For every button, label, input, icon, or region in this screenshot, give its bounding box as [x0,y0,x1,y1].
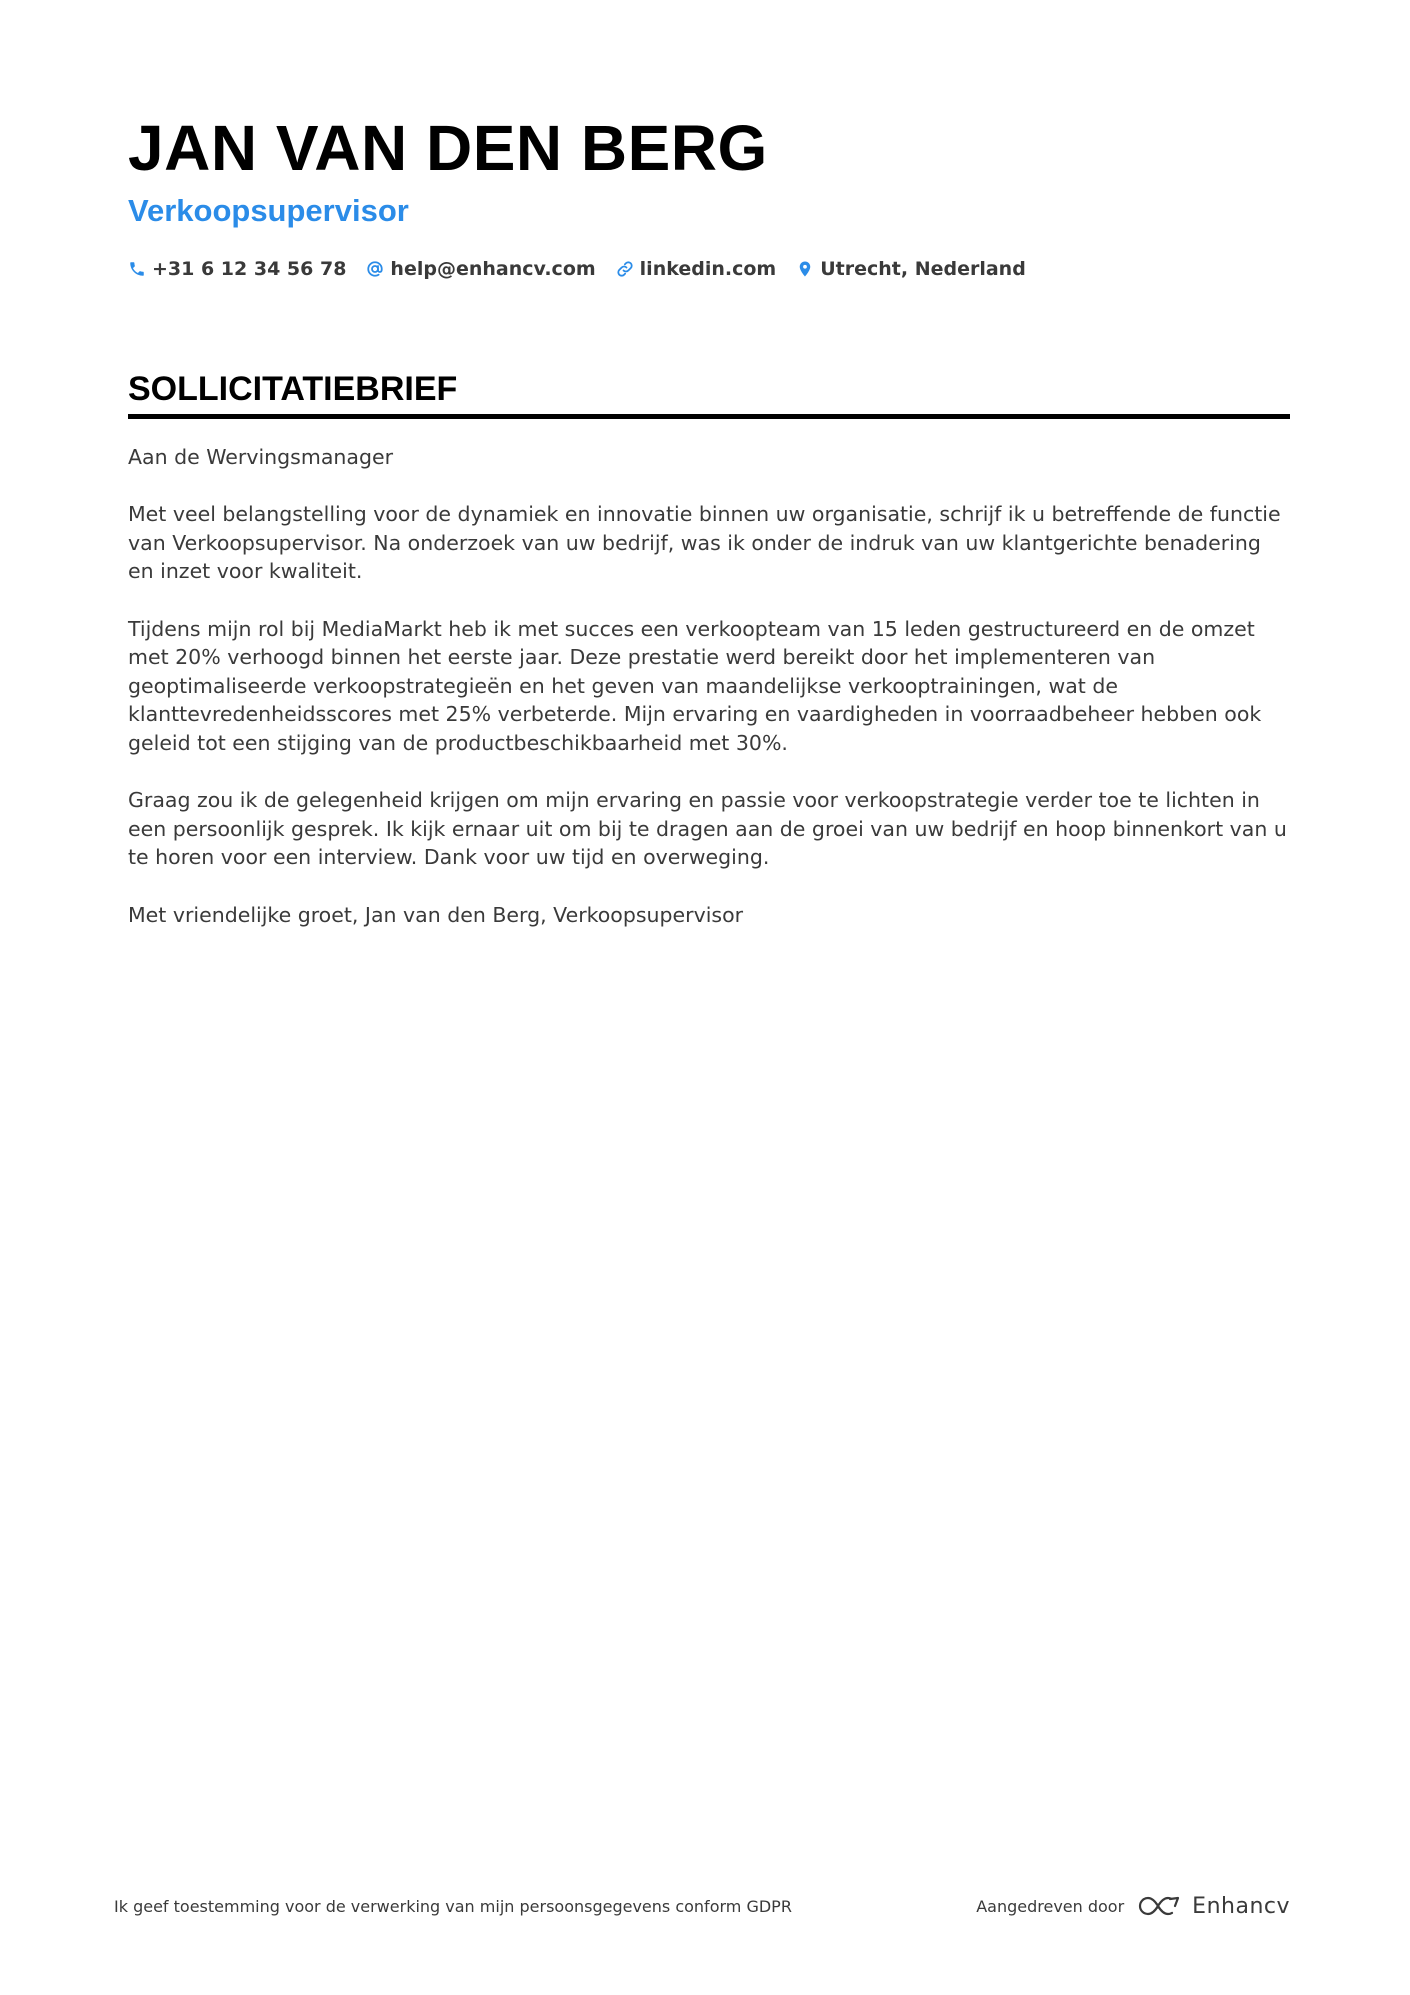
enhancv-brand-name: Enhancv [1192,1893,1290,1919]
contact-website[interactable] [616,258,777,280]
phone-icon [128,260,146,278]
enhancv-logo-icon [1136,1893,1182,1919]
candidate-title: Verkoopsupervisor [128,193,409,228]
letter-body [128,443,1290,929]
contact-location-text: Utrecht, Nederland [820,258,1026,280]
cover-letter-section [128,368,1290,958]
section-title: SOLLICITATIEBRIEF [128,370,458,408]
letter-paragraph: Met veel belangstelling voor de dynamiek en innovatie binnen uw organisatie, schrijf ik u betreffende de functie van Verkoopsupervisor. Na onderzoek van uw bedrijf, was ik onder de indruk van uw klantgerichte benadering en inzet voor kwaliteit. [128,502,1281,584]
link-icon [616,260,634,278]
candidate-name: JAN VAN DEN BERG [128,112,768,184]
contact-email-text: help@enhancv.com [390,258,596,280]
letter-salutation: Aan de Wervingsmanager [128,445,393,469]
contact-phone [128,258,346,280]
gdpr-consent-text: Ik geef toestemming voor de verwerking van mijn persoonsgegevens conform GDPR [114,1896,792,1916]
at-icon [366,260,384,278]
location-pin-icon [796,260,814,278]
section-divider [128,414,1290,419]
powered-by[interactable] [976,1893,1290,1919]
contact-bar [128,256,1288,282]
contact-location [796,258,1026,280]
contact-phone-text: +31 6 12 34 56 78 [152,258,347,280]
footer [114,1892,1290,1920]
contact-email[interactable] [366,258,595,280]
header [128,108,1288,282]
letter-closing: Met vriendelijke groet, Jan van den Berg, Verkoopsupervisor [128,902,744,927]
powered-by-label: Aangedreven door [976,1896,1125,1916]
letter-paragraph: Graag zou ik de gelegenheid krijgen om mijn ervaring en passie voor verkoopstrategie verder toe te lichten in een persoonlijk gesprek. Ik kijk ernaar uit om bij te dragen aan de groei van uw bedrijf en hoop binnenkort van u te horen voor een interview. Dank voor uw tijd en overweging. [128,788,1287,870]
contact-website-text: linkedin.com [639,258,777,280]
letter-paragraph: Tijdens mijn rol bij MediaMarkt heb ik met succes een verkoopteam van 15 leden gestructureerd en de omzet met 20% verhoogd binnen het eerste jaar. Deze prestatie werd bereikt door het implementeren van geoptimaliseerde verkoopstrategieën en het geven van maandelijkse verkooptrainingen, wat de klanttevredenheidsscores met 25% verbeterde. Mijn ervaring en vaardigheden in voorraadbeheer hebben ook geleid tot een stijging van de productbeschikbaarheid met 30%. [128,616,1262,755]
